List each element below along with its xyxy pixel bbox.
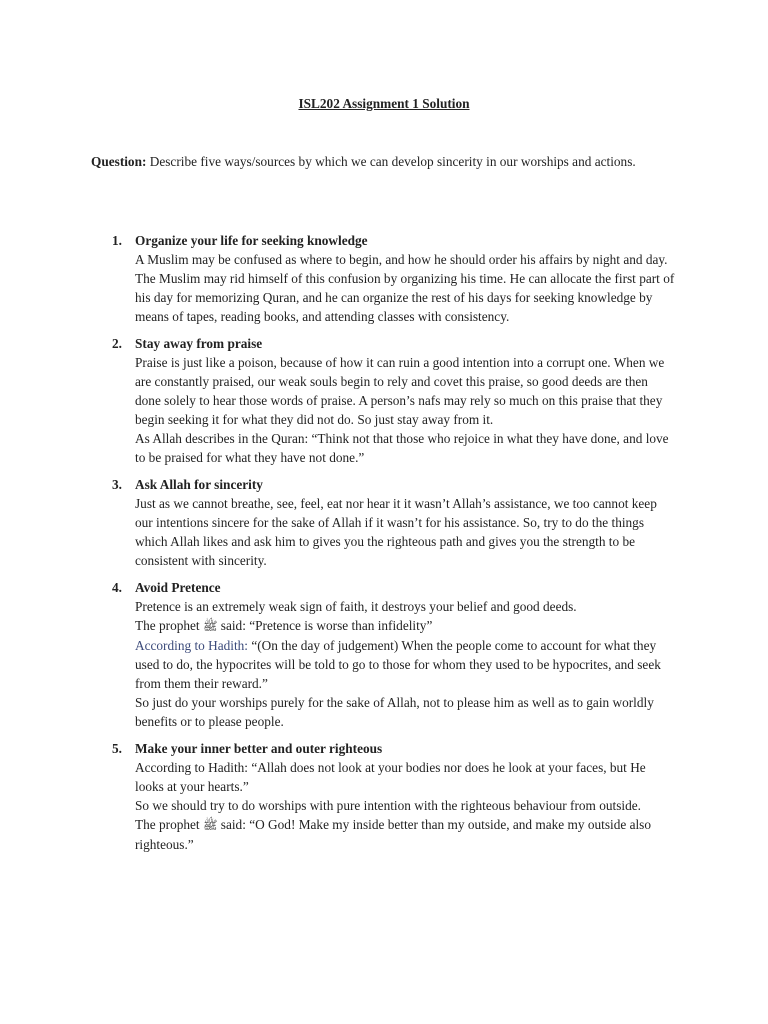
- item-heading: Make your inner better and outer righteous: [135, 741, 383, 756]
- question-block: [91, 152, 651, 171]
- list-item: [112, 739, 677, 854]
- question-text: Describe five ways/sources by which we can develop sincerity in our worships and actions.: [149, 154, 636, 169]
- list-item: [112, 334, 677, 467]
- prophet-prefix: The prophet: [135, 618, 200, 633]
- list-item: [112, 578, 677, 731]
- list-item: [112, 231, 677, 326]
- prophet-prefix: The prophet: [135, 817, 200, 832]
- item-heading: Organize your life for seeking knowledge: [135, 233, 368, 248]
- hadith-text: “Allah does not look at your bodies nor does he look at your faces, but He looks at your hearts.”: [135, 760, 646, 794]
- prophet-quote: [135, 815, 677, 854]
- item-heading: Ask Allah for sincerity: [135, 477, 263, 492]
- hadith-quote: [135, 636, 677, 693]
- prophet-quote-text: said: “O God! Make my inside better than my outside, and make my outside also righteous.”: [135, 817, 651, 852]
- document-title: ISL202 Assignment 1 Solution: [298, 96, 470, 111]
- item-paragraph: Just as we cannot breathe, see, feel, eat nor hear it it wasn’t Allah’s assistance, we too cannot keep our intentions sincere for the sake of Allah if it wasn’t for his assistance. So, try to do the things which Allah likes and ask him to gives you the righteous path and gives you the strength to be consistent with sincerity.: [135, 496, 657, 568]
- pbuh-glyph: ﷺ: [202, 619, 218, 633]
- item-number: 2.: [112, 336, 122, 351]
- item-paragraph: Praise is just like a poison, because of how it can ruin a good intention into a corrupt one. When we are constantly praised, our weak souls begin to rely and covet this praise, so good deeds are then done solely to hear those words of praise. A person’s nafs may rely so much on this praise that they begin seeking it for what they did not do. So just stay away from it.: [135, 355, 665, 427]
- hadith-text: “(On the day of judgement) When the people come to account for what they used to do, the hypocrites will be told to go to those for whom they used to be hypocrites, and seek from them their reward.”: [135, 638, 661, 691]
- item-number: 5.: [112, 741, 122, 756]
- item-paragraph: So we should try to do worships with pure intention with the righteous behaviour from outside.: [135, 798, 641, 813]
- question-label: Question:: [91, 154, 147, 169]
- item-heading: Stay away from praise: [135, 336, 263, 351]
- prophet-quote-text: said: “Pretence is worse than infidelity”: [220, 618, 433, 633]
- item-paragraph: As Allah describes in the Quran: “Think not that those who rejoice in what they have done, and love to be praised for what they have not done.”: [135, 431, 669, 465]
- answer-list: [112, 231, 677, 862]
- item-heading: Avoid Pretence: [135, 580, 221, 595]
- item-number: 4.: [112, 580, 122, 595]
- prophet-quote: [135, 616, 677, 636]
- item-number: 3.: [112, 477, 122, 492]
- item-paragraph: Pretence is an extremely weak sign of faith, it destroys your belief and good deeds.: [135, 599, 577, 614]
- list-item: [112, 475, 677, 570]
- hadith-quote: [135, 758, 677, 796]
- item-paragraph: A Muslim may be confused as where to begin, and how he should order his affairs by night and day. The Muslim may rid himself of this confusion by organizing his time. He can allocate the first part of his day for memorizing Quran, and he can organize the rest of his days for seeking knowledge by means of tapes, reading books, and attending classes with consistency.: [135, 252, 675, 324]
- pbuh-glyph: ﷺ: [202, 818, 218, 832]
- hadith-label: According to Hadith:: [135, 760, 248, 775]
- item-paragraph: So just do your worships purely for the sake of Allah, not to please him as well as to gain worldly benefits or to please people.: [135, 695, 654, 729]
- item-number: 1.: [112, 233, 122, 248]
- hadith-label: According to Hadith:: [135, 638, 248, 653]
